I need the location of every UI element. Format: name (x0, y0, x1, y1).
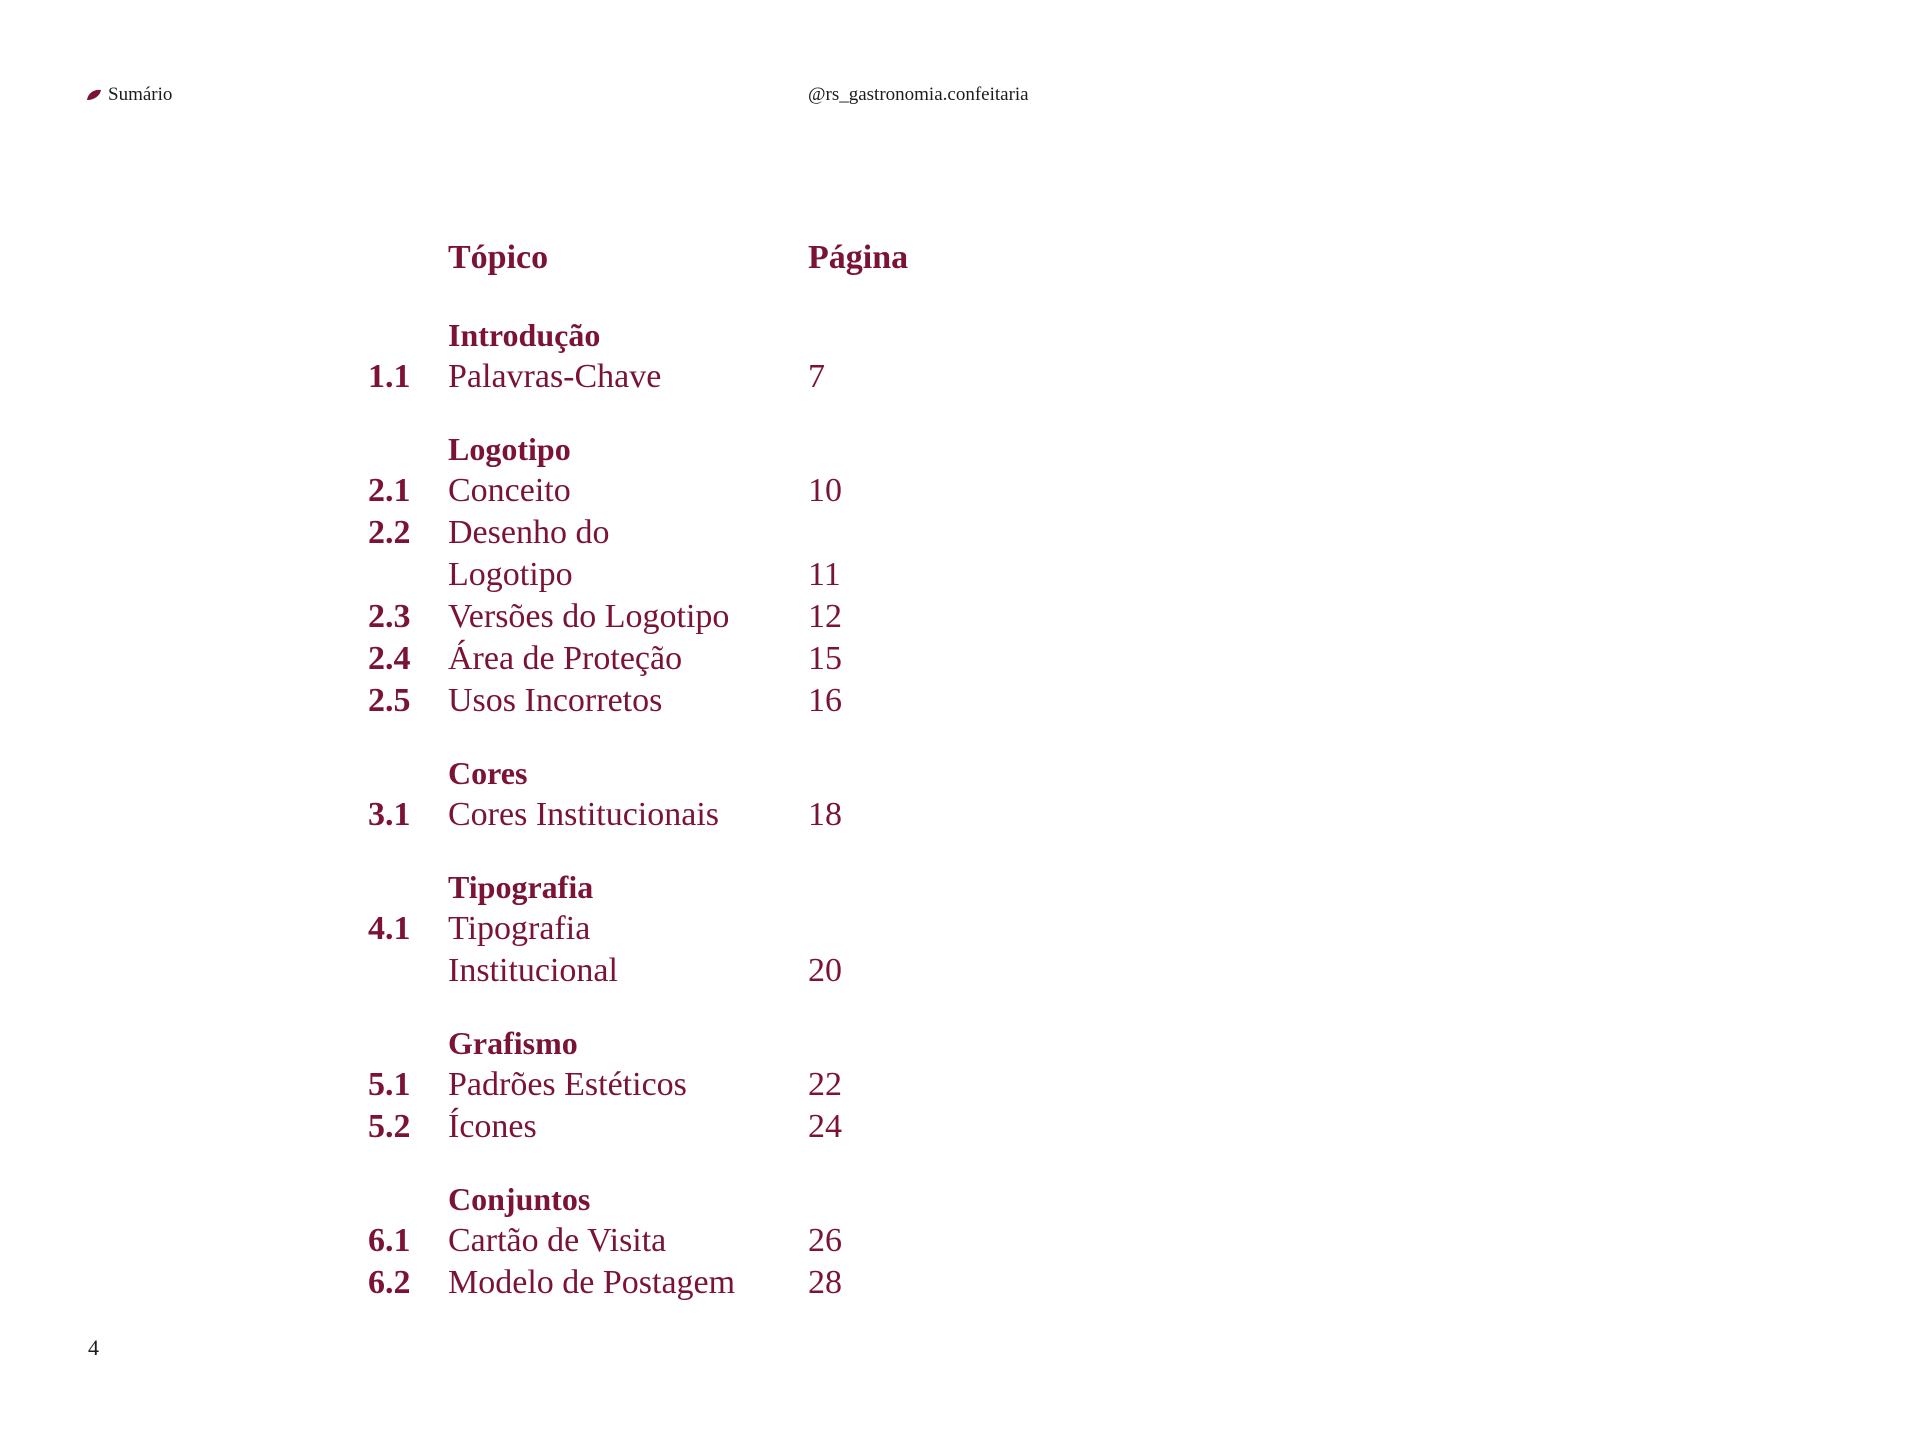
entry-topic (448, 356, 808, 398)
instagram-handle: @rs_gastronomia.confeitaria (808, 84, 1029, 105)
toc-entry[interactable] (368, 1106, 1068, 1148)
entry-page-number: 28 (808, 1264, 842, 1301)
toc-body (368, 314, 1068, 1304)
entry-page-number: 20 (808, 952, 842, 989)
entry-page-number: 10 (808, 472, 842, 509)
toc-entry[interactable] (368, 512, 1068, 596)
entry-number: 2.3 (368, 598, 411, 635)
entry-number: 3.1 (368, 796, 411, 833)
toc-entry[interactable] (368, 1064, 1068, 1106)
toc-entry[interactable] (368, 638, 1068, 680)
entry-topic (448, 512, 808, 596)
section-title-row (368, 314, 1068, 356)
topic-column-header: Tópico (448, 239, 549, 276)
section-title: Introdução (448, 316, 601, 353)
entry-number: 5.2 (368, 1108, 411, 1145)
entry-topic-line: Institucional (448, 952, 618, 989)
entry-topic (448, 680, 808, 722)
toc-entry[interactable] (368, 794, 1068, 836)
entry-topic (448, 908, 808, 992)
entry-number: 2.1 (368, 472, 411, 509)
entry-page-number: 18 (808, 796, 842, 833)
toc-entry[interactable] (368, 596, 1068, 638)
entry-number: 4.1 (368, 910, 411, 947)
section-title-row (368, 866, 1068, 908)
entry-page-number: 22 (808, 1066, 842, 1103)
toc-entry[interactable] (368, 470, 1068, 512)
entry-topic (448, 1262, 808, 1304)
entry-topic-line: Desenho do (448, 514, 610, 551)
entry-number: 5.1 (368, 1066, 411, 1103)
entry-page-number: 26 (808, 1222, 842, 1259)
toc-section (368, 1022, 1068, 1148)
entry-topic (448, 638, 808, 680)
page-number: 4 (88, 1335, 99, 1360)
entry-page-number: 12 (808, 598, 842, 635)
entry-topic-line: Área de Proteção (448, 640, 683, 677)
toc-section (368, 866, 1068, 992)
entry-number: 6.2 (368, 1264, 411, 1301)
toc-section (368, 428, 1068, 722)
entry-topic (448, 470, 808, 512)
entry-topic-line: Cores Institucionais (448, 796, 720, 833)
section-title-row (368, 1022, 1068, 1064)
section-title: Conjuntos (448, 1180, 591, 1217)
section-title: Grafismo (448, 1024, 578, 1061)
table-of-contents (368, 232, 1068, 1304)
entry-number: 1.1 (368, 358, 411, 395)
entry-topic-line: Conceito (448, 472, 571, 509)
entry-topic-line: Ícones (448, 1108, 537, 1145)
entry-number: 2.5 (368, 682, 411, 719)
entry-page-number: 7 (808, 358, 825, 395)
entry-number: 6.1 (368, 1222, 411, 1259)
entry-number: 2.4 (368, 640, 411, 677)
entry-topic-line: Versões do Logotipo (448, 598, 730, 635)
entry-topic-line: Padrões Estéticos (448, 1066, 687, 1103)
section-title: Logotipo (448, 430, 571, 467)
toc-header-row (368, 232, 1068, 284)
toc-section (368, 1178, 1068, 1304)
section-title-row (368, 1178, 1068, 1220)
toc-entry[interactable] (368, 356, 1068, 398)
section-title: Tipografia (448, 868, 594, 905)
entry-topic (448, 1220, 808, 1262)
page-column-header: Página (808, 239, 909, 276)
entry-topic (448, 794, 808, 836)
entry-topic-line: Tipografia (448, 910, 591, 947)
section-title: Cores (448, 754, 528, 791)
entry-page-number: 15 (808, 640, 842, 677)
entry-topic (448, 1106, 808, 1148)
entry-page-number: 24 (808, 1108, 842, 1145)
toc-entry[interactable] (368, 1220, 1068, 1262)
entry-topic (448, 596, 808, 638)
entry-page-number: 11 (808, 556, 841, 593)
toc-entry[interactable] (368, 908, 1068, 992)
toc-entry[interactable] (368, 1262, 1068, 1304)
entry-topic-line: Usos Incorretos (448, 682, 663, 719)
entry-topic (448, 1064, 808, 1106)
entry-topic-line: Cartão de Visita (448, 1222, 667, 1259)
entry-page-number: 16 (808, 682, 842, 719)
entry-topic-line: Logotipo (448, 556, 573, 593)
section-label: Sumário (108, 84, 173, 105)
entry-topic-line: Palavras-Chave (448, 358, 662, 395)
section-title-row (368, 428, 1068, 470)
entry-number: 2.2 (368, 514, 411, 551)
leaf-icon (86, 89, 102, 101)
toc-section (368, 314, 1068, 398)
toc-entry[interactable] (368, 680, 1068, 722)
section-title-row (368, 752, 1068, 794)
toc-section (368, 752, 1068, 836)
header-section (86, 84, 172, 106)
entry-topic-line: Modelo de Postagem (448, 1264, 736, 1301)
